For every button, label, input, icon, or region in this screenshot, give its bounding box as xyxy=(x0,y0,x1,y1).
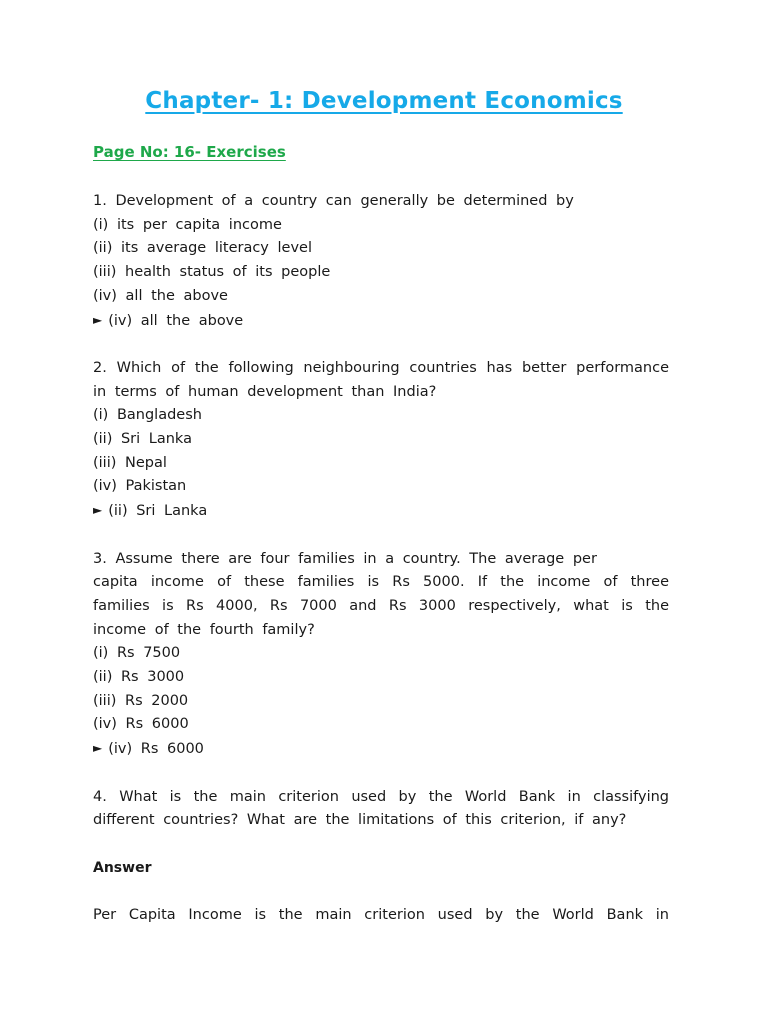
option-item: (iv) all the above xyxy=(93,287,228,304)
chapter-title: Chapter- 1: Development Economics xyxy=(145,88,623,114)
question-text: in terms of human development than India? xyxy=(93,383,437,400)
option-item: (ii) Sri Lanka xyxy=(93,431,192,448)
option-item: (ii) Rs 3000 xyxy=(93,669,185,686)
answer-line xyxy=(93,309,669,334)
question-text: capita income of these families is Rs 5000. If the income of three xyxy=(93,574,669,591)
answer-paragraph: Per Capita Income is the main criterion used by the World Bank in xyxy=(93,907,669,924)
option-item: (i) Rs 7500 xyxy=(93,645,181,662)
question-text: families is Rs 4000, Rs 7000 and Rs 3000 respectively, what is the xyxy=(93,597,669,614)
option-item: (iii) Nepal xyxy=(93,454,167,471)
option-item: (iii) Rs 2000 xyxy=(93,692,189,709)
option-item: (ii) its average literacy level xyxy=(93,240,312,257)
question-text: income of the fourth family? xyxy=(93,621,315,638)
answer-text: (iv) all the above xyxy=(108,312,244,329)
option-item: (iv) Rs 6000 xyxy=(93,716,189,733)
option-item: (i) Bangladesh xyxy=(93,407,202,424)
answer-heading: Answer xyxy=(93,859,152,876)
arrow-right-icon: ► xyxy=(93,741,103,756)
option-item: (i) its per capita income xyxy=(93,216,282,233)
question-1 xyxy=(93,190,669,333)
question-text: 3. Assume there are four families in a country. The average per xyxy=(93,550,597,567)
answer-line xyxy=(93,737,669,762)
question-3 xyxy=(93,548,669,762)
question-text: 1. Development of a country can generally be determined by xyxy=(93,193,574,209)
answer-text: (ii) Sri Lanka xyxy=(108,503,208,520)
option-item: (iii) health status of its people xyxy=(93,264,331,281)
exercise-content xyxy=(93,190,669,928)
arrow-right-icon: ► xyxy=(93,312,103,327)
option-item: (iv) Pakistan xyxy=(93,478,187,495)
answer-text: (iv) Rs 6000 xyxy=(108,741,204,758)
page-reference: Page No: 16- Exercises xyxy=(93,143,286,161)
question-text: 4. What is the main criterion used by the World Bank in classifying xyxy=(93,788,669,805)
question-2 xyxy=(93,357,669,524)
answer-line xyxy=(93,499,669,524)
question-text: different countries? What are the limitations of this criterion, if any? xyxy=(93,812,627,829)
arrow-right-icon: ► xyxy=(93,503,103,518)
question-4 xyxy=(93,786,669,928)
question-text: 2. Which of the following neighbouring countries has better performance xyxy=(93,359,669,376)
